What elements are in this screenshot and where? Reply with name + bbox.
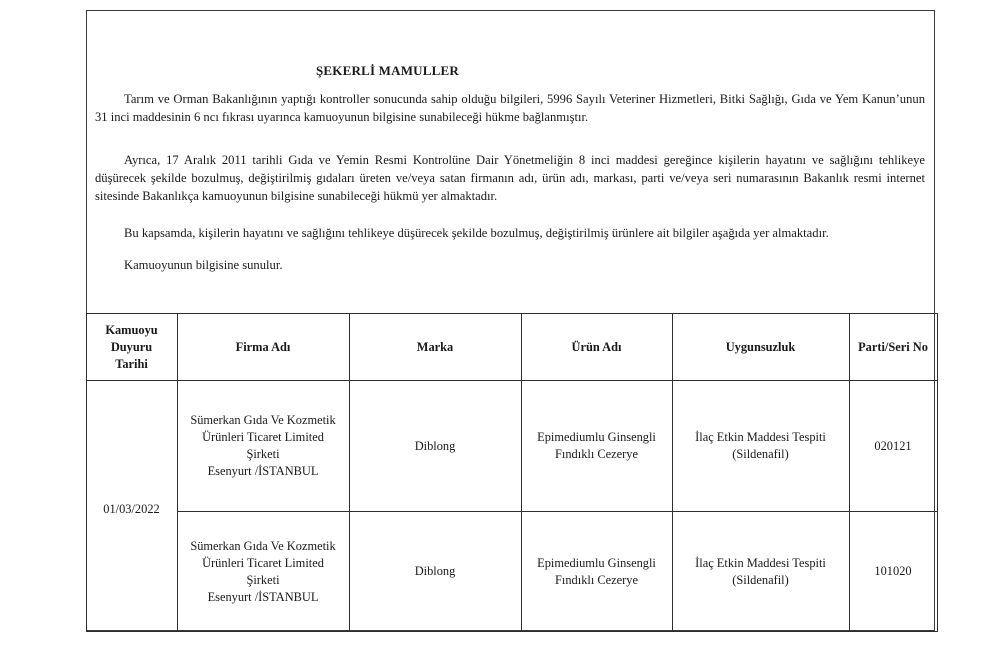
header-batch-number: Parti/Seri No (849, 314, 937, 381)
cell-product-name (521, 512, 672, 632)
table-row (86, 512, 937, 632)
company-line: Ürünleri Ticaret Limited (202, 555, 324, 570)
cell-nonconformity (672, 381, 849, 512)
product-line: Fındıklı Cezerye (555, 572, 638, 587)
nonconformity-line: İlaç Etkin Maddesi Tespiti (695, 555, 826, 570)
cell-company-name (177, 381, 349, 512)
intro-section (87, 11, 934, 314)
document-title: ŞEKERLİ MAMULLER (316, 63, 459, 78)
company-line: Şirketi (246, 572, 280, 587)
header-nonconformity: Uygunsuzluk (672, 314, 849, 381)
header-product-name: Ürün Adı (521, 314, 672, 381)
company-location: Esenyurt /İSTANBUL (207, 589, 319, 604)
company-line: Sümerkan Gıda Ve Kozmetik (190, 413, 336, 427)
paragraph-scope: Bu kapsamda, kişilerin hayatını ve sağlığını tehlikeye düşürecek şekilde bozulmuş, değiştirilmiş ürünlere ait bilgiler aşağıda yer almaktadır. (124, 226, 829, 240)
cell-brand: Diblong (349, 512, 521, 632)
paragraph-announcement: Kamuoyunun bilgisine sunulur. (124, 258, 283, 272)
table-header-row (86, 314, 937, 381)
cell-brand: Diblong (349, 381, 521, 512)
cell-batch-number: 020121 (849, 381, 937, 512)
company-line: Sümerkan Gıda Ve Kozmetik (190, 538, 336, 553)
header-date-line: Kamuoyu (105, 322, 158, 337)
recall-table (86, 313, 938, 632)
product-line: Epimediumlu Ginsengli (537, 430, 656, 444)
product-line: Fındıklı Cezerye (555, 447, 638, 461)
cell-batch-number: 101020 (849, 512, 937, 632)
cell-product-name (521, 381, 672, 512)
nonconformity-line: İlaç Etkin Maddesi Tespiti (695, 430, 826, 444)
header-date-line: Tarihi (115, 356, 148, 371)
cell-nonconformity (672, 512, 849, 632)
cell-company-name (177, 512, 349, 632)
paragraph-legal-basis: Tarım ve Orman Bakanlığının yaptığı kontroller sonucunda sahip olduğu bilgileri, 5996 Sayılı Veteriner Hizmetleri, Bitki Sağlığı, Gıda ve Yem Kanun’unun 31 inci maddesinin 6 ncı fıkrası uyarınca kamuoyunun bilgisine sunabileceği hükme bağlanmıştır. (95, 92, 925, 124)
announcement-date: 01/03/2022 (103, 501, 160, 516)
paragraph-regulation: Ayrıca, 17 Aralık 2011 tarihli Gıda ve Yemin Resmi Kontrolüne Dair Yönetmeliğin 8 inci maddesi gereğince kişilerin hayatını ve sağlığını tehlikeye düşürecek şekilde bozulmuş, değiştirilmiş gıdaları üreten ve/veya satan firmanın adı, ürün adı, markası, parti ve/veya seri numarasının Bakanlık resmi internet sitesinde Bakanlıkça kamuoyunun bilgisine sunabileceği hükmü yer almaktadır. (95, 153, 925, 203)
header-announcement-date (86, 314, 177, 381)
cell-announcement-date (86, 381, 177, 632)
company-line: Ürünleri Ticaret Limited (202, 430, 324, 444)
product-line: Epimediumlu Ginsengli (537, 555, 656, 570)
header-brand: Marka (349, 314, 521, 381)
document-frame (86, 10, 935, 631)
company-location: Esenyurt /İSTANBUL (207, 464, 319, 478)
table-row (86, 381, 937, 512)
header-date-line: Duyuru (110, 339, 153, 354)
nonconformity-substance: (Sildenafil) (732, 572, 789, 587)
company-line: Şirketi (246, 447, 280, 461)
header-company-name: Firma Adı (177, 314, 349, 381)
nonconformity-substance: (Sildenafil) (732, 447, 789, 461)
